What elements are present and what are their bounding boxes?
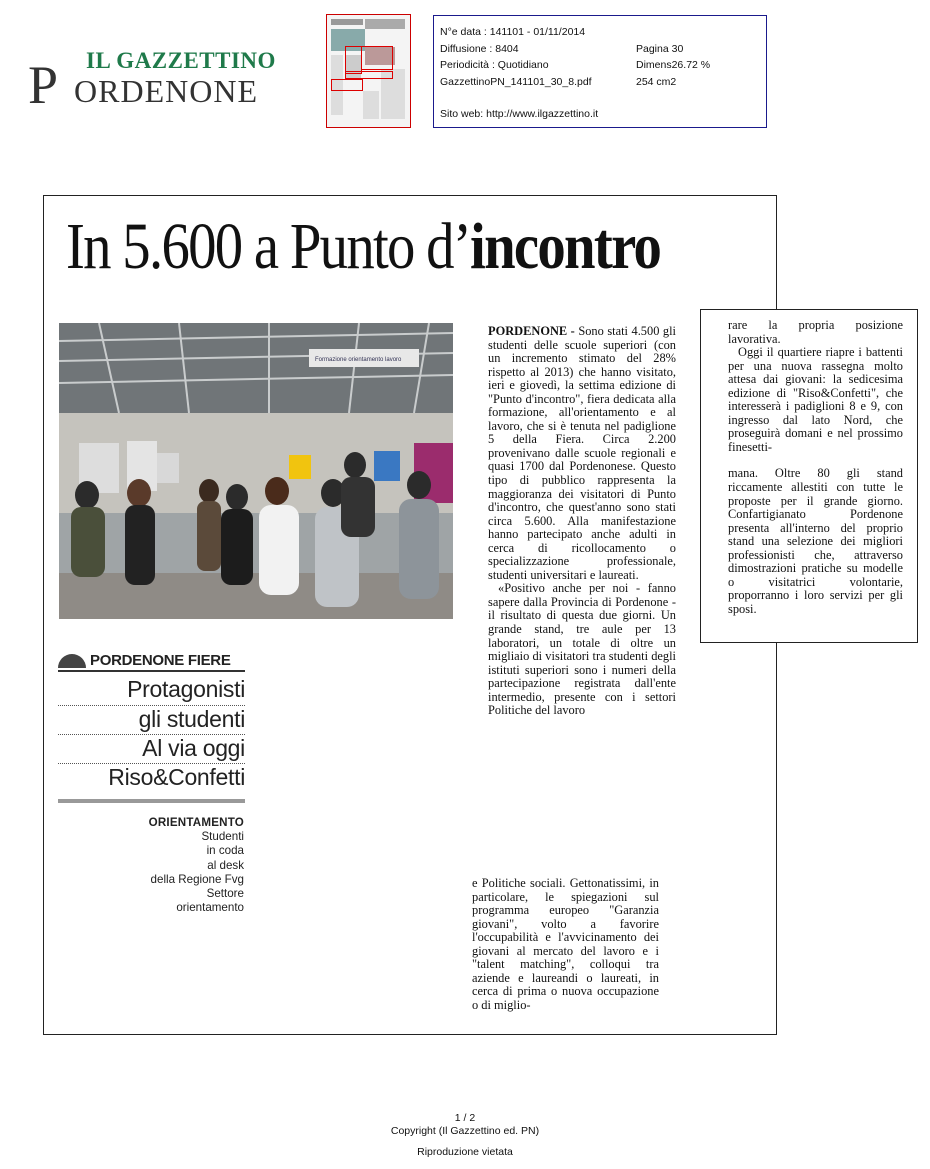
headline-bold: incontro — [470, 210, 661, 283]
subheadline-line: gli studenti — [138, 706, 245, 732]
logo-edition: ORDENONE — [74, 73, 258, 109]
article-paragraph: rare la propria posizione lavorativa. — [728, 318, 903, 346]
article-body-column-2 — [472, 877, 659, 1012]
article-photo — [59, 323, 453, 619]
headline-regular: In 5.600 a Punto d’ — [66, 210, 471, 283]
subheadline-line: Riso&Confetti — [108, 764, 245, 790]
newspaper-logo — [28, 44, 298, 115]
section-name: PORDENONE FIERE — [90, 652, 231, 669]
divider — [58, 670, 245, 672]
info-file: GazzettinoPN_141101_30_8.pdf — [440, 76, 592, 88]
dome-icon — [58, 654, 86, 668]
article-paragraph: mana. Oltre 80 gli stand riccamente allestiti con tutte le proposte per il grande giorno. Confartigianato Pordenone presenta all'interno del proprio stand una selezione dei migliori professionisti che, attraverso dimostrazioni pratiche su modelle o visitatrici volontarie, proporranno i loro servizi per gli sposi. — [728, 466, 903, 616]
article-paragraph: e Politiche sociali. Gettonatissimi, in particolare, le spiegazioni sul programma europeo "Garanzia giovani", volto a favorire l'occupabilità e l'avvicinamento dei giovani al mercato del lavoro e i "talent matching", colloqui tra aziende e laureandi o laureati, in cerca di prima o nuova occupazione o di miglio- — [472, 876, 659, 1012]
caption-line: al desk — [207, 858, 244, 872]
continuation-box — [700, 309, 918, 643]
fair-crowd-illustration — [59, 323, 453, 619]
info-date: N°e data : 141101 - 01/11/2014 — [440, 26, 586, 38]
info-periodicita: Periodicità : Quotidiano — [440, 59, 549, 71]
divider — [58, 799, 245, 803]
copyright-notice: Copyright (Il Gazzettino ed. PN) — [390, 1125, 540, 1137]
subheadline-line: Protagonisti — [127, 676, 245, 702]
info-diffusione: Diffusione : 8404 — [440, 43, 519, 55]
info-dimens: Dimens26.72 % — [636, 59, 711, 71]
info-website: Sito web: http://www.ilgazzettino.it — [440, 108, 599, 120]
article-paragraph: «Positivo anche per noi - fanno sapere dalla Provincia di Pordenone - il risultato di questa due giorni. Un grande stand, tre aule per 13 laboratori, un totale di oltre un migliaio di visitatori tra studenti degli istituti superiori sono i numeri della partecipazione registrata dall'ente intermedio, presente con i settori Politiche del lavoro — [488, 581, 676, 718]
caption-label: ORIENTAMENTO — [148, 816, 244, 829]
info-pagina: Pagina 30 — [636, 43, 684, 55]
subheadline-block — [58, 676, 245, 804]
article-body-column-1 — [488, 325, 676, 718]
logo-title: IL GAZZETTINO — [86, 48, 276, 73]
photo-banner-text: Formazione orientamento lavoro — [315, 357, 402, 363]
article-body-column-3 — [728, 319, 903, 616]
clipping-info-box — [433, 15, 767, 128]
caption-line: della Regione Fvg — [150, 872, 244, 886]
photo-caption — [58, 816, 244, 915]
page-thumbnail — [326, 14, 411, 128]
article-paragraph: Oggi il quartiere riapre i battenti per una nuova rassegna molto attesa dai giovani: la sedicesima edizione di "Riso&Confetti", che interesserà i padiglioni 8 e 9, con ingresso dal lato Nord, che proseguirà domani e nel prossimo finesetti- — [728, 345, 903, 454]
caption-line: Settore — [206, 887, 244, 901]
reproduction-notice: Riproduzione vietata — [417, 1146, 513, 1158]
dateline: PORDENONE - — [488, 324, 579, 338]
subheadline-line: Al via oggi — [142, 735, 245, 761]
logo-initial: P — [28, 55, 59, 115]
page-number: 1 / 2 — [454, 1112, 476, 1124]
article-headline — [66, 210, 668, 283]
caption-line: Studenti — [201, 830, 244, 844]
article-paragraph: PORDENONE - Sono stati 4.500 gli studenti delle scuole superiori (con un incremento stimato del 28% rispetto al 2013) che hanno visitato, ieri e giovedì, la settima edizione di "Punto d'incontro", fiera dedicata alla formazione, all'orientamento e al lavoro, che si è tenuta nel padiglione 5 della Fiera. Circa 2.200 provenivano dalle scuole regionali e quasi 1700 dal Pordenonese. Questo tipo di pubblico rappresenta la maggioranza dei visitatori di Punto d'incontro, che quest'anno sono stati circa 5.600. Alla manifestazione hanno partecipato anche adulti in cerca di ricollocamento o specializzazione professionale, studenti universitari e laureati. — [488, 324, 676, 582]
section-label — [58, 652, 245, 672]
caption-line: orientamento — [176, 901, 244, 915]
caption-line: in coda — [206, 844, 244, 858]
info-area: 254 cm2 — [636, 76, 677, 88]
